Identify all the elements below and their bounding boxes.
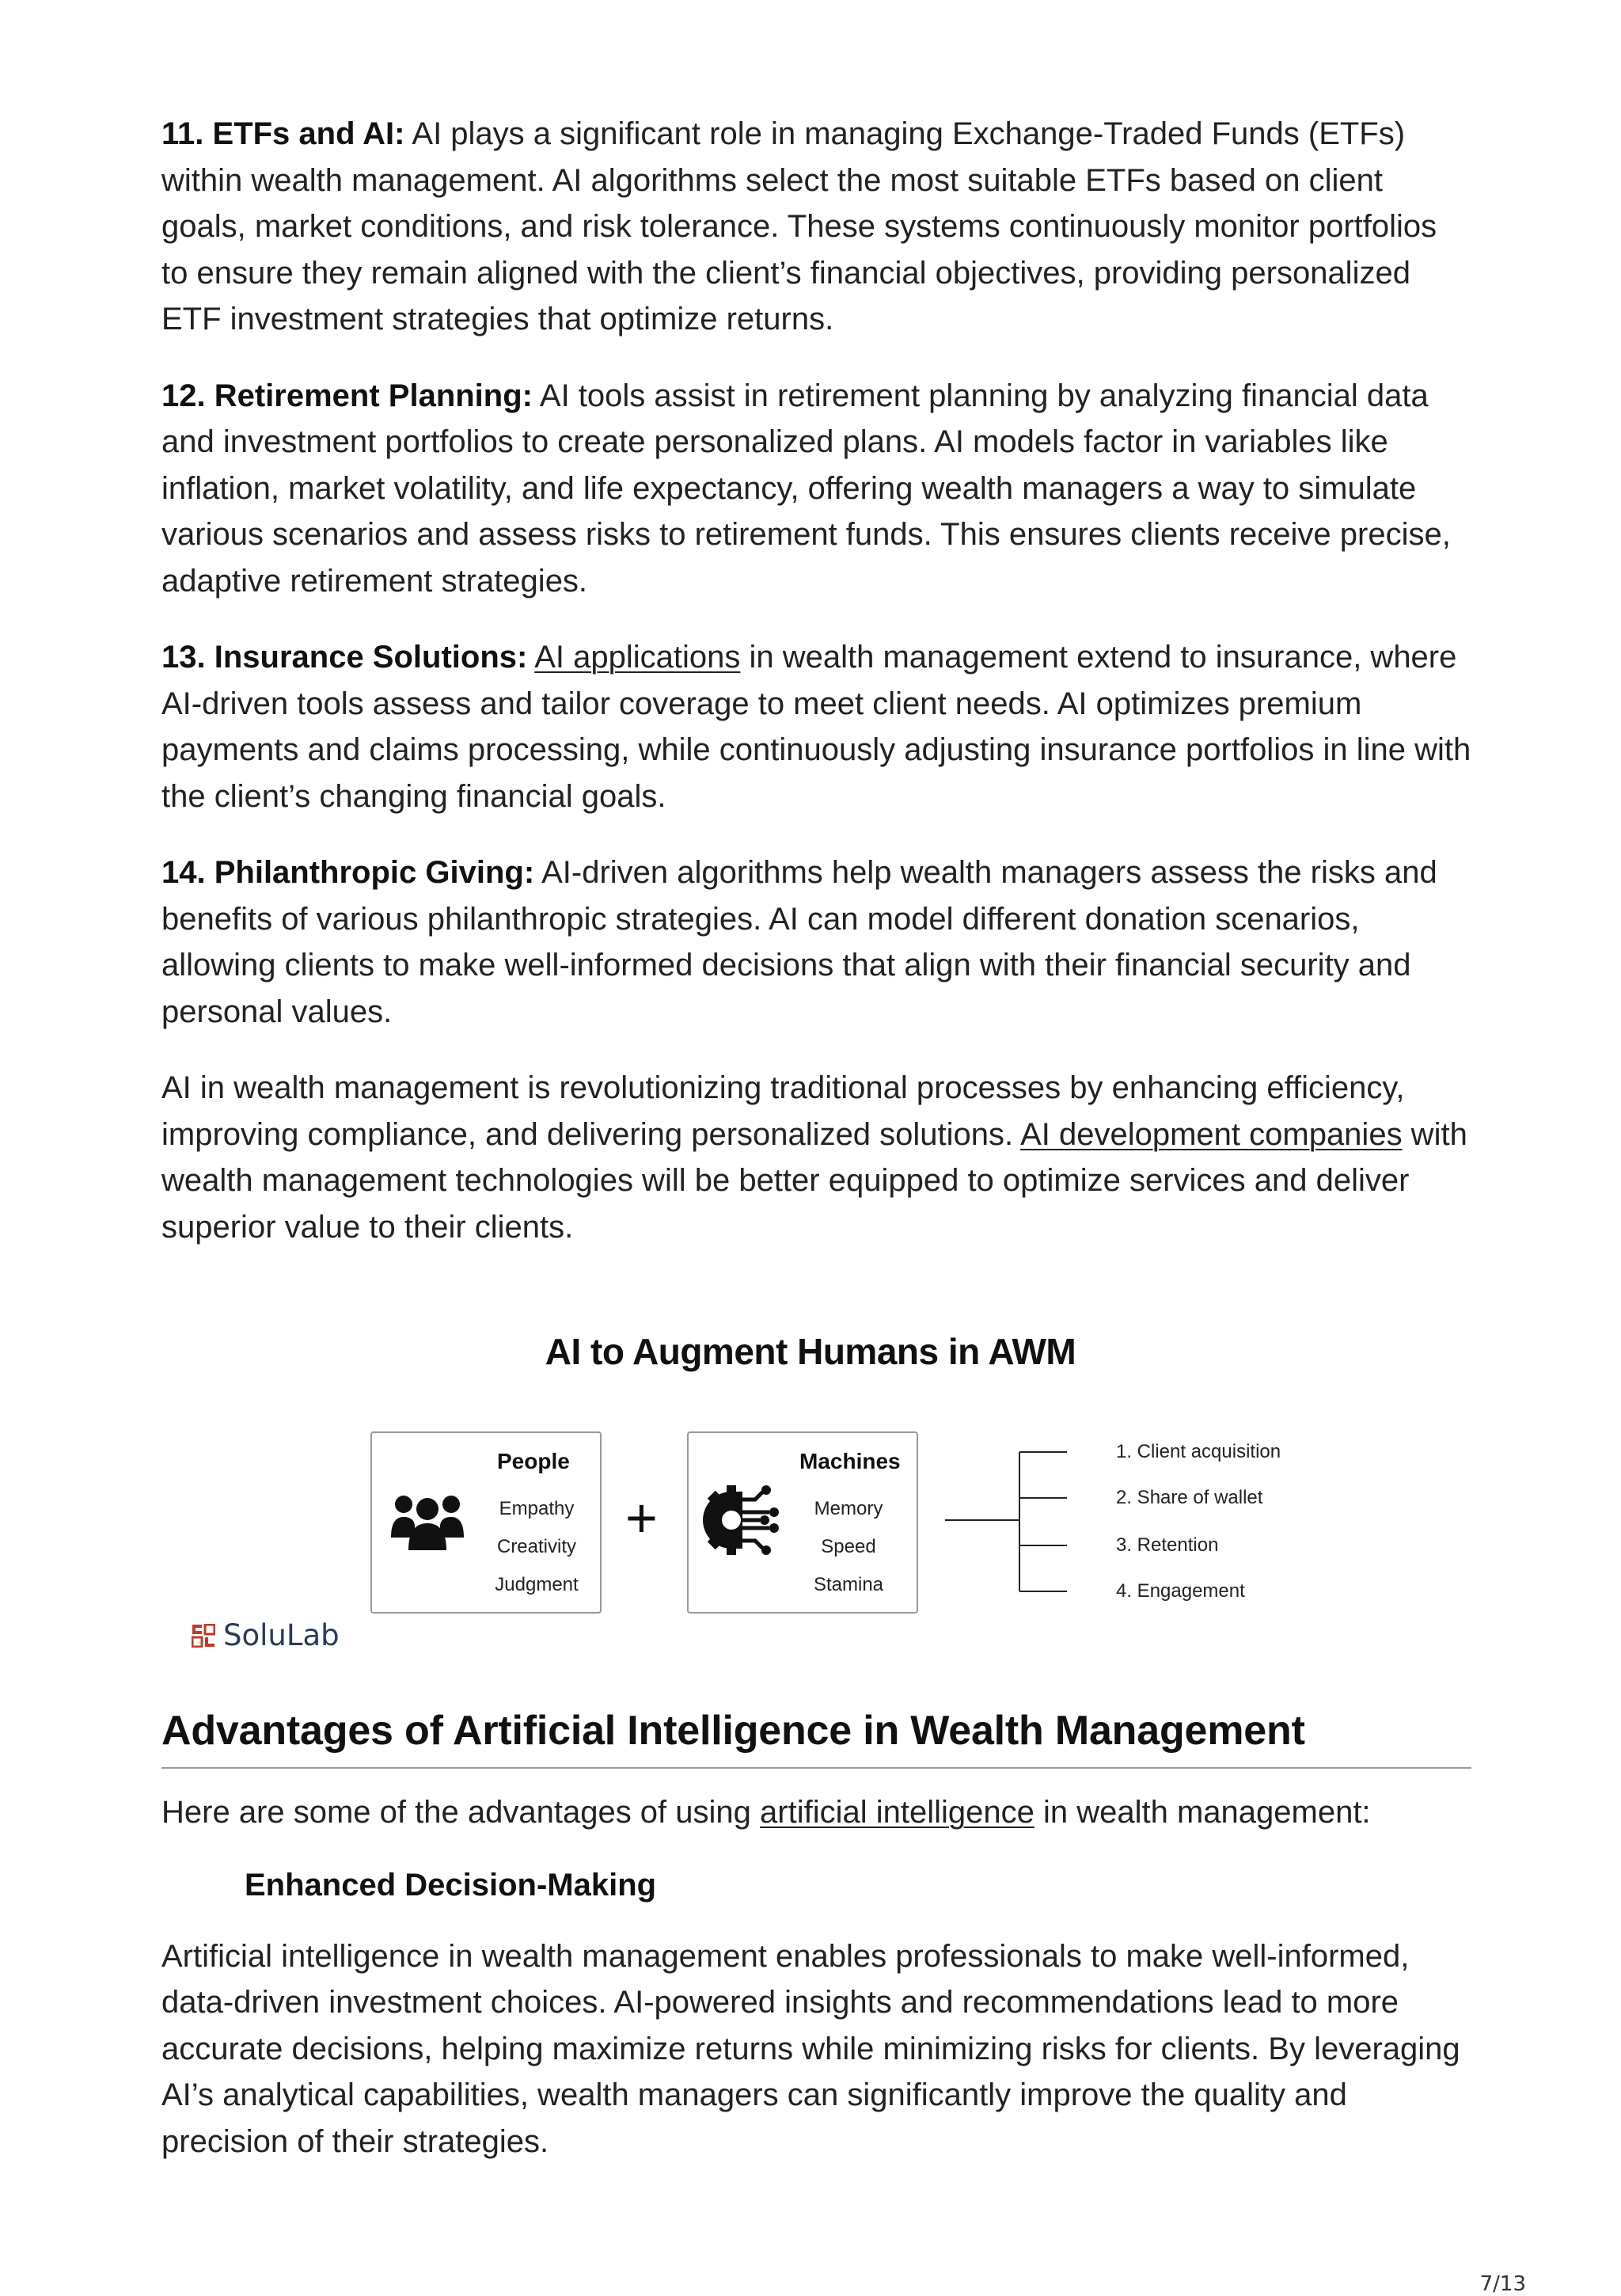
figure-title: AI to Augment Humans in AWM <box>545 1331 1076 1372</box>
page-number: 7/13 <box>1479 2272 1526 2296</box>
section-intro <box>161 1789 1471 1836</box>
people-box <box>370 1431 602 1614</box>
intro-text-before: Here are some of the advantages of using <box>161 1795 761 1830</box>
machines-box <box>687 1431 918 1614</box>
paragraph-summary <box>161 1065 1471 1250</box>
people-item-creativity: Creativity <box>496 1536 577 1557</box>
machines-item-stamina: Stamina <box>813 1574 884 1595</box>
article-body <box>161 111 1471 1280</box>
paragraph-text: AI-driven algorithms help wealth managers assess the risks and benefits of various philanthropic strategies. AI can model different donation scenarios, allowing clients to make well-informed decisions that align with their financial security and personal values. <box>161 855 1437 1029</box>
people-item-empathy: Empathy <box>499 1498 575 1519</box>
people-item-judgment: Judgment <box>495 1574 579 1595</box>
outcome-share-of-wallet: 2. Share of wallet <box>1116 1487 1263 1508</box>
paragraph-text: AI tools assist in retirement planning by analyzing financial data and investment portfolios to create personalized plans. AI models factor in variables like inflation, market volatility, and life expectancy, offering wealth managers a way to simulate various scenarios and assess risks to retirement funds. This ensures clients receive precise, adaptive retirement strategies. <box>161 378 1451 599</box>
paragraph-retirement <box>161 373 1471 605</box>
paragraph-text: in wealth management extend to insurance, where AI-driven tools assess and tailor coverage to meet client needs. AI optimizes premium payments and claims processing, while continuously adjusting insurance portfolios in line with the client’s changing financial goals. <box>161 640 1471 814</box>
paragraph-insurance <box>161 634 1471 819</box>
solulab-logo-text: SoluLab <box>223 1618 340 1652</box>
advantages-section <box>161 1707 1471 2165</box>
summary-text-before: AI in wealth management is revolutionizing traditional processes by enhancing efficiency, improving compliance, and delivering personalized solutions. <box>161 1070 1405 1152</box>
paragraph-label: 12. Retirement Planning: <box>161 378 533 413</box>
outcome-client-acquisition: 1. Client acquisition <box>1116 1441 1281 1462</box>
paragraph-label: 13. Insurance Solutions: <box>161 640 528 675</box>
paragraph-etfs <box>161 111 1471 343</box>
plus-sign: + <box>625 1487 658 1549</box>
paragraph-philanthropic <box>161 850 1471 1035</box>
summary-text-after: with wealth management technologies will be better equipped to optimize services and deliver superior value to their clients. <box>161 1116 1467 1245</box>
intro-text-after: in wealth management: <box>1034 1795 1371 1830</box>
paragraph-label: 11. ETFs and AI: <box>161 116 405 151</box>
solulab-logo <box>192 1618 340 1652</box>
solulab-logo-icon <box>192 1624 215 1648</box>
outcome-bracket <box>942 1441 1076 1599</box>
machines-item-speed: Speed <box>821 1536 876 1557</box>
section-title: Advantages of Artificial Intelligence in Wealth Management <box>161 1707 1471 1769</box>
outcome-retention: 3. Retention <box>1116 1534 1219 1556</box>
paragraph-label: 14. Philanthropic Giving: <box>161 855 535 890</box>
people-title: People <box>497 1449 570 1473</box>
ai-applications-link[interactable]: AI applications <box>534 640 741 675</box>
people-group-icon <box>389 1488 465 1552</box>
artificial-intelligence-link[interactable]: artificial intelligence <box>760 1795 1034 1830</box>
ai-development-companies-link[interactable]: AI development companies <box>1020 1116 1403 1152</box>
gear-circuit-icon <box>703 1482 787 1558</box>
section-body: Artificial intelligence in wealth management enables professionals to make well-informed, data-driven investment choices. AI-powered insights and recommendations lead to more accurate decisions, helping maximize returns while minimizing risks for clients. By leveraging AI’s analytical capabilities, wealth managers can significantly improve the quality and precision of their strategies. <box>161 1938 1460 2159</box>
paragraph-text: AI plays a significant role in managing Exchange-Traded Funds (ETFs) within wealth management. AI algorithms select the most suitable ETFs based on client goals, market conditions, and risk tolerance. These systems continuously monitor portfolios to ensure they remain aligned with the client’s financial objectives, providing personalized ETF investment strategies that optimize returns. <box>161 116 1437 336</box>
outcome-engagement: 4. Engagement <box>1116 1580 1245 1602</box>
subheading-enhanced-decision-making: Enhanced Decision-Making <box>245 1867 657 1903</box>
machines-title: Machines <box>799 1449 901 1473</box>
machines-item-memory: Memory <box>814 1498 883 1519</box>
